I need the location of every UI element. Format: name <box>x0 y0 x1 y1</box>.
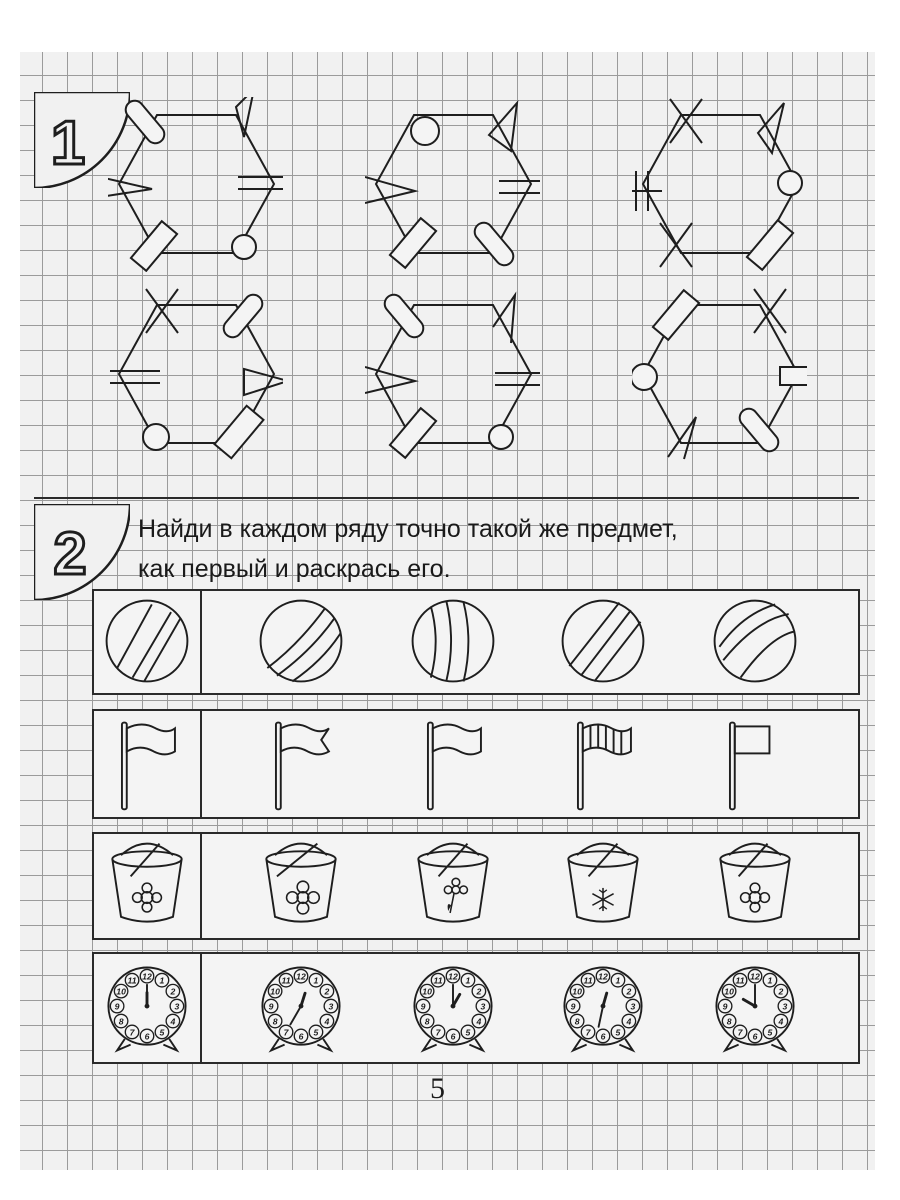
flag-1[interactable] <box>72 711 222 817</box>
clock-number: 3 <box>480 1001 486 1012</box>
clock-number: 2 <box>778 986 784 997</box>
instruction-line-1: Найди в каждом ряду точно такой же предмет, <box>138 515 678 543</box>
page-number: 5 <box>430 1072 445 1105</box>
clock-number: 10 <box>724 986 734 997</box>
clock-number: 3 <box>174 1001 180 1012</box>
clock-number: 11 <box>583 975 593 986</box>
clock-number: 7 <box>283 1027 289 1038</box>
clock-number: 11 <box>281 975 291 986</box>
clock-number: 7 <box>129 1027 135 1038</box>
clock-number: 7 <box>435 1027 441 1038</box>
clock-number: 6 <box>144 1031 150 1042</box>
clock-number: 5 <box>767 1027 773 1038</box>
clock-number: 9 <box>570 1001 576 1012</box>
clock-number: 9 <box>114 1001 120 1012</box>
clock-number: 12 <box>296 971 306 982</box>
row-flags <box>92 709 860 819</box>
hexagon-figure-6 <box>632 287 807 462</box>
task-2-number: 2 <box>53 520 87 587</box>
clock-number: 4 <box>778 1016 784 1027</box>
hexagon-figure-3 <box>632 97 807 272</box>
flag-3[interactable] <box>378 711 528 817</box>
clock-number: 2 <box>626 986 632 997</box>
ball-1[interactable] <box>72 591 222 693</box>
clock-number: 2 <box>324 986 330 997</box>
clock-number: 2 <box>476 986 482 997</box>
clock-number: 12 <box>598 971 608 982</box>
clock-1[interactable] <box>72 954 222 1062</box>
clock-4[interactable] <box>528 954 678 1062</box>
clock-number: 5 <box>465 1027 471 1038</box>
clock-number: 6 <box>600 1031 606 1042</box>
task-2-instruction <box>138 509 858 589</box>
clock-number: 3 <box>630 1001 636 1012</box>
clock-number: 7 <box>585 1027 591 1038</box>
hexagon-figure-5 <box>365 287 540 462</box>
clock-number: 1 <box>767 975 773 986</box>
hexagon-figure-1 <box>108 97 283 272</box>
row-balls <box>92 589 860 695</box>
hexagon-figure-4 <box>108 287 283 462</box>
clock-number: 10 <box>422 986 432 997</box>
bucket-5[interactable] <box>680 834 830 938</box>
ball-4[interactable] <box>528 591 678 693</box>
section-divider <box>34 497 859 499</box>
clock-number: 8 <box>424 1016 430 1027</box>
bucket-3[interactable] <box>378 834 528 938</box>
clock-number: 11 <box>127 975 137 986</box>
clock-number: 4 <box>324 1016 330 1027</box>
task-1-number: 1 <box>50 109 86 178</box>
row-clocks <box>92 952 860 1064</box>
ball-2[interactable] <box>226 591 376 693</box>
clock-2[interactable] <box>226 954 376 1062</box>
clock-number: 12 <box>142 971 152 982</box>
flag-2[interactable] <box>226 711 376 817</box>
clock-number: 9 <box>722 1001 728 1012</box>
clock-number: 4 <box>170 1016 176 1027</box>
clock-number: 10 <box>572 986 582 997</box>
clock-number: 8 <box>272 1016 278 1027</box>
clock-number: 6 <box>450 1031 456 1042</box>
ball-5[interactable] <box>680 591 830 693</box>
clock-number: 9 <box>420 1001 426 1012</box>
clock-number: 3 <box>782 1001 788 1012</box>
task-2-badge <box>34 504 130 600</box>
clock-5[interactable] <box>680 954 830 1062</box>
bucket-1[interactable] <box>72 834 222 938</box>
clock-number: 1 <box>159 975 165 986</box>
clock-number: 5 <box>615 1027 621 1038</box>
clock-number: 6 <box>752 1031 758 1042</box>
bucket-2[interactable] <box>226 834 376 938</box>
clock-number: 6 <box>298 1031 304 1042</box>
clock-number: 4 <box>476 1016 482 1027</box>
clock-number: 8 <box>574 1016 580 1027</box>
workbook-page <box>20 52 875 1170</box>
clock-number: 5 <box>159 1027 165 1038</box>
instruction-line-2: как первый и раскрась его. <box>138 555 451 583</box>
clock-number: 11 <box>735 975 745 986</box>
hexagon-figure-2 <box>365 97 540 272</box>
clock-number: 7 <box>737 1027 743 1038</box>
clock-number: 4 <box>626 1016 632 1027</box>
bucket-4[interactable] <box>528 834 678 938</box>
clock-number: 1 <box>465 975 471 986</box>
clock-number: 11 <box>433 975 443 986</box>
clock-number: 2 <box>170 986 176 997</box>
clock-number: 10 <box>270 986 280 997</box>
row-buckets <box>92 832 860 940</box>
clock-number: 12 <box>448 971 458 982</box>
clock-3[interactable] <box>378 954 528 1062</box>
flag-4[interactable] <box>528 711 678 817</box>
clock-number: 5 <box>313 1027 319 1038</box>
clock-number: 8 <box>118 1016 124 1027</box>
clock-number: 3 <box>328 1001 334 1012</box>
clock-number: 10 <box>116 986 126 997</box>
clock-number: 9 <box>268 1001 274 1012</box>
clock-number: 12 <box>750 971 760 982</box>
flag-5[interactable] <box>680 711 830 817</box>
ball-3[interactable] <box>378 591 528 693</box>
clock-number: 1 <box>615 975 621 986</box>
clock-number: 1 <box>313 975 319 986</box>
clock-number: 8 <box>726 1016 732 1027</box>
